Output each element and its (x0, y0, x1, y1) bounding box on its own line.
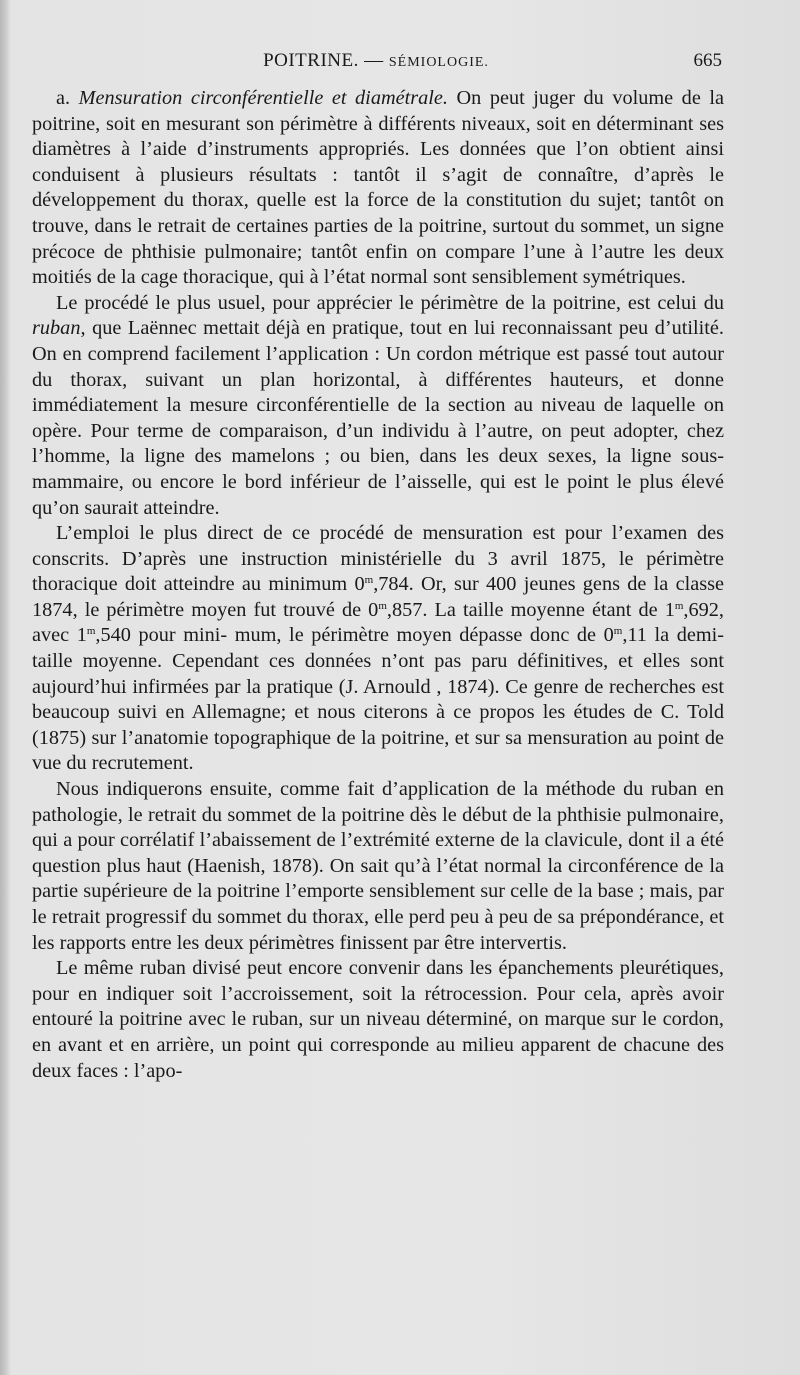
paragraph-text: ,692, avec 1 (32, 598, 724, 647)
page-gutter-shadow (0, 0, 10, 1375)
unit-superscript: m (613, 625, 623, 638)
paragraph-text: ,857. La taille moyenne étant de 1 (386, 598, 675, 621)
paragraph-ruban (32, 291, 724, 521)
section-heading: Mensuration circonférentielle et diamétrale. (78, 87, 448, 109)
unit-superscript: m (378, 599, 387, 612)
paragraph-text: On peut juger du volume de la poitrine, soit en mesurant son périmètre à différents niveaux, soit en déterminant ses diamètres à l’aide d’instruments appropriés. Les données que l’on obtient ainsi conduisent à plusieurs résultats : tantôt il s’agit de connaître, d’après le développement du thorax, quelle est la force de la constitution du sujet; tantôt on trouve, dans le retrait de certaines parties de la poitrine, surtout du sommet, un signe précoce de phthisie pulmonaire; tantôt enfin on compare l’une à l’autre les deux moitiés de la cage thoracique, qui à l’état normal sont sensiblement symétriques. (32, 87, 724, 289)
page-header (30, 50, 722, 76)
paragraph-text: L’emploi le plus direct de ce procédé de mensuration est pour l’examen des conscrits. D’après une instruction ministérielle du 3 avril 1875, le périmètre thoracique doit atteindre au minimum 0 (32, 522, 724, 596)
body-text (32, 86, 724, 1084)
section-letter: a. (56, 87, 71, 109)
emphasis-ruban: ruban (32, 317, 81, 340)
paragraph-text: ,540 pour mini- mum, le périmètre moyen dépasse donc de 0 (95, 624, 614, 647)
paragraph-text: Le procédé le plus usuel, pour apprécier le périmètre de la poitrine, est celui du (56, 291, 724, 314)
unit-superscript: m (674, 599, 684, 612)
paragraph-pathologie: Nous indiquerons ensuite, comme fait d’application de la méthode du ruban en pathologie, le retrait du sommet de la poitrine dès le début de la phthisie pulmonaire, qui a pour corrélatif l’abaissement de l’extrémité externe de la clavicule, dont il a été question plus haut (Haenish, 1878). On sait qu’à l’état normal la circonférence de la partie supérieure de la poitrine l’emporte sensiblement sur celle de la base ; mais, par le retrait progressif du sommet du thorax, elle perd peu à peu de sa prépondérance, et les rapports entre les deux périmètres finissent par être intervertis. (32, 778, 724, 954)
running-title: POITRINE. (263, 50, 359, 71)
paragraph-text: ,11 la demi-taille moyenne. Cependant ces données n’ont pas paru définitives, et elles sont aujourd’hui infirmées par la pratique (J. Arnould , 1874). Ce genre de recherches est beaucoup suivi en Allemagne; et nous citerons à ce propos les études de C. Told (1875) sur l’anatomie topographique de la poitrine, et sur sa mensuration au point de vue du recrutement. (32, 624, 725, 775)
unit-superscript: m (86, 625, 96, 638)
paragraph-text: , que Laënnec mettait déjà en pratique, tout en lui reconnaissant peu d’utilité. On en comprend facilement l’application : Un cordon métrique est passé tout autour du thorax, suivant un plan horizontal, à différentes hauteurs, et donne immédiatement la mesure circonférentielle de la section au niveau de laquelle on opère. Pour terme de comparaison, d’un individu à l’autre, on peut adopter, chez l’homme, la ligne des mamelons ; ou bien, dans les deux sexes, la ligne sous-mammaire, ou encore le bord inférieur de l’aisselle, qui est le point le plus élevé qu’on saurait atteindre. (32, 317, 724, 519)
running-head-separator: — (364, 50, 384, 71)
paragraph-epanchements: Le même ruban divisé peut encore convenir dans les épanchements pleurétiques, pour en indiquer soit l’accroissement, soit la rétrocession. Pour cela, après avoir entouré la poitrine avec le ruban, sur un niveau déterminé, on marque sur le cordon, en avant et en arrière, un point qui corresponde au milieu apparent de chacune des deux faces : l’apo- (32, 957, 724, 1082)
running-subtitle: SÉMIOLOGIE. (388, 55, 489, 70)
paragraph-conscrits (32, 521, 724, 777)
unit-superscript: m (364, 574, 374, 587)
page-number: 665 (693, 50, 722, 71)
running-head (30, 50, 722, 72)
paragraph-mensuration (32, 86, 724, 291)
paragraph-text: ,784. Or, sur 400 jeunes gens de la classe 1874, le périmètre moyen fut trouvé de 0 (32, 573, 724, 621)
